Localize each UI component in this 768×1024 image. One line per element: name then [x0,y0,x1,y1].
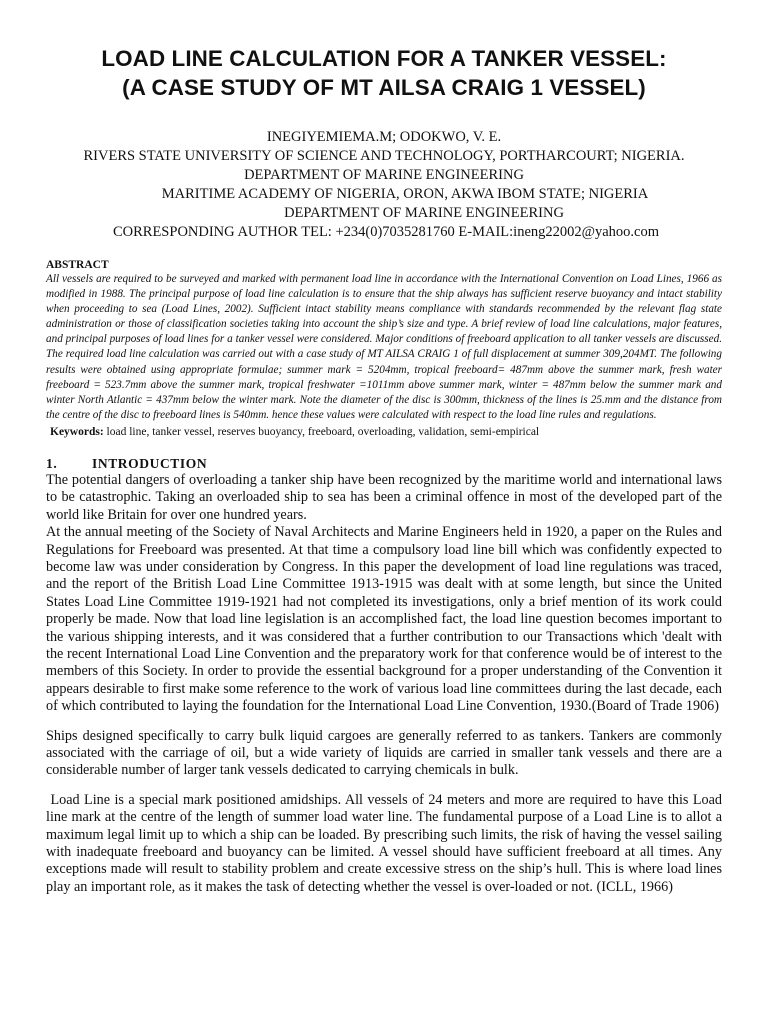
title-line-2: (A CASE STUDY OF MT AILSA CRAIG 1 VESSEL) [122,75,646,100]
affiliation-2: MARITIME ACADEMY OF NIGERIA, ORON, AKWA IBOM STATE; NIGERIA [161,186,649,202]
section-title: INTRODUCTION [92,455,208,471]
author-block [46,128,722,242]
department-2: DEPARTMENT OF MARINE ENGINEERING [284,205,564,221]
intro-paragraph-3: Ships designed specifically to carry bulk liquid cargoes are generally referred to as tankers. Tankers are commonly associated with the carriage of oil, but a wide variety of liquids are carried in smaller tank vessels and there are a considerable number of larger tank vessels dedicated to carrying chemicals in bulk. [46,727,722,779]
intro-paragraph-4: Load Line is a special mark positioned amidships. All vessels of 24 meters and more are required to have this Load line mark at the centre of the length of summer load water line. The fundamental purpose of a Load Line is to allot a maximum legal limit up to which a ship can be loaded. By prescribing such limits, the risk of having the vessel sailing with inadequate freeboard and buoyancy can be limited. A vessel should have sufficient freeboard at all times. Any exceptions made will result to stability problem and create excessive stress on the ship’s hull. This is where load lines play an important role, as it makes the task of detecting whether the vessel is over-loaded or not. (ICLL, 1966) [46,791,726,895]
paper-title [46,44,722,102]
keywords-list: load line, tanker vessel, reserves buoyancy, freeboard, overloading, validation, semi-empirical [103,425,540,438]
department-1: DEPARTMENT OF MARINE ENGINEERING [244,167,524,183]
author-names: INEGIYEMIEMA.M; ODOKWO, V. E. [266,129,502,145]
section-heading-introduction [46,456,722,472]
abstract-text: All vessels are required to be surveyed and marked with permanent load line in accordance with the International Convention on Load Lines, 1966 as modified in 1988. The principal purpose of load line calculation is to ensure that the ship always has sufficient reserve buoyancy and intact stability when proceeding to sea (Load Lines, 2002). Sufficient intact stability means compliance with standards recommended by the relevant flag state administration or those of classification societies taking into account the ship’s size and type. A brief review of load line calculations, major features, and principal purposes of load lines for a tanker vessel were considered. Major conditions of freeboard application to all tanker vessels are discussed. The required load line calculation was carried out with a case study of MT AILSA CRAIG 1 of full displacement at summer 309,204MT. The following results were obtained using appropriate formulae; summer mark = 5204mm, tropical freeboard= 487mm above the summer mark, fresh water freeboard = 523.7mm above the summer mark, tropical freshwater =1011mm above summer mark, winter = 487mm below the summer mark and winter North Atlantic = 437mm below the winter mark. Note the diameter of the disc is 300mm, thickness of the lines is 25.mm and the distance from the centre of the disc to freeboard lines is 540mm. hence these values were calculated with respect to the load line rules and regulations. [46,273,722,421]
intro-paragraph-1: The potential dangers of overloading a tanker ship have been recognized by the maritime world and international laws to be catastrophic. Taking an overloaded ship to sea has been a criminal offence in most of the developed part of the world like Britain for over one hundred years. [46,471,722,523]
section-number: 1. [46,455,58,471]
title-line-1: LOAD LINE CALCULATION FOR A TANKER VESSEL: [101,46,667,71]
corresponding-author: CORRESPONDING AUTHOR TEL: +234(0)7035281760 E-MAIL:ineng22002@yahoo.com [112,224,660,240]
keywords [46,425,722,440]
affiliation-1: RIVERS STATE UNIVERSITY OF SCIENCE AND TECHNOLOGY, PORTHARCOURT; NIGERIA. [83,148,685,164]
keywords-label: Keywords: [50,425,104,438]
intro-paragraph-2: At the annual meeting of the Society of Naval Architects and Marine Engineers held in 1920, a paper on the Rules and Regulations for Freeboard was presented. At that time a compulsory load line bill which was confidently expected to become law was under consideration by Congress. In this paper the development of load line regulations was traced, and the report of the British Load Line Committee 1913-1915 was dealt with at some length, but since the United States Load Line Committee 1919-1921 had not completed its investigations, only a brief mention of its work could properly be made. Now that load line legislation is an accomplished fact, the load line question becomes important to the various shipping interests, and it was considered that a further contribution to our Transactions which 'dealt with the recent International Load Line Convention and the preparatory work for that conference would be of interest to the members of this Society. In order to provide the essential background for a proper understanding of the Convention it appears desirable to first make some reference to the work of various load line committees during the last decade, each of which contributed to laying the foundation for the International Load Line Convention, 1930.(Board of Trade 1906) [46,524,722,715]
abstract-heading: ABSTRACT [46,259,109,271]
